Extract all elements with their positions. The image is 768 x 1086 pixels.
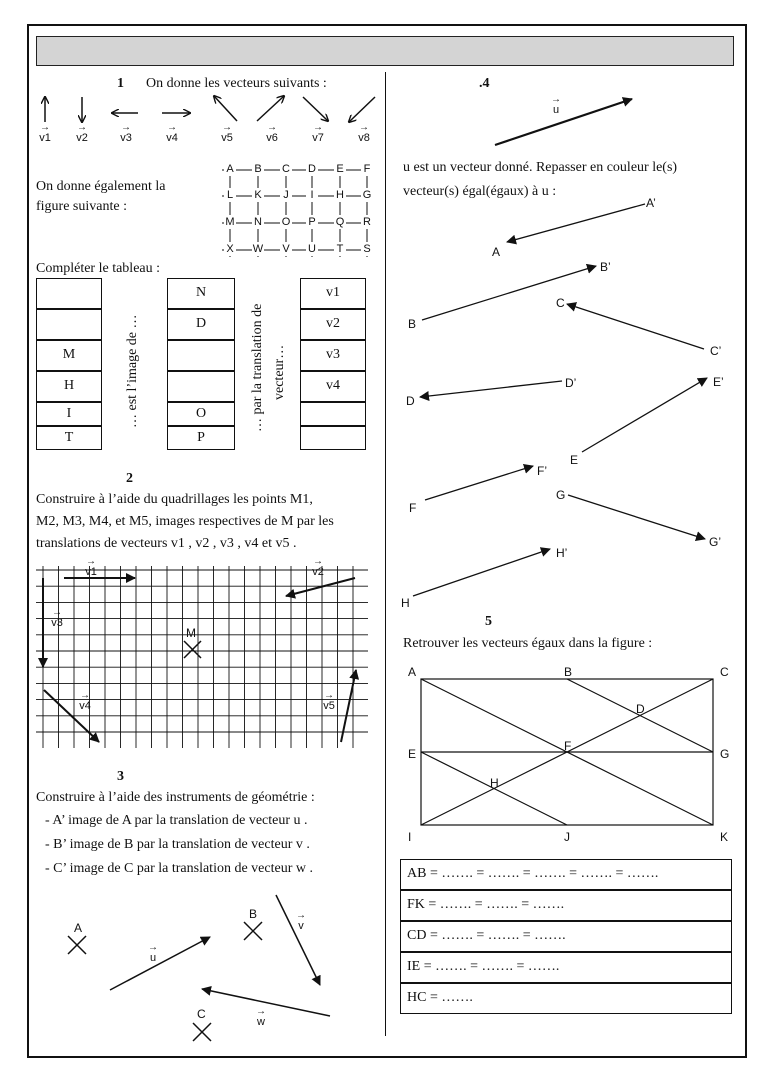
ex2-grid [36, 566, 368, 748]
point-label: E [570, 453, 579, 467]
answer-row[interactable]: CD = ……. = ……. = ……. [400, 921, 732, 952]
label-v3: → v3 [120, 122, 132, 144]
ex1-letter-grid [222, 162, 370, 257]
grid-letter: P [306, 215, 318, 229]
table-cell [167, 426, 235, 450]
point-label: K [720, 830, 729, 844]
table-cell-text: D [195, 316, 207, 331]
table-cell [300, 340, 366, 371]
point-label: A’ [646, 196, 656, 210]
point-label: D [636, 702, 645, 716]
answer-row[interactable]: AB = ……. = ……. = ……. = ……. = ……. [400, 859, 732, 890]
vector-AA [507, 204, 645, 242]
vector-v7 [303, 97, 328, 121]
ex3-number: 3 [117, 769, 124, 784]
vector-v8 [349, 97, 375, 122]
table-cell-text: I [66, 406, 72, 421]
point-label: G’ [709, 535, 721, 549]
ex4-line2: vecteur(s) égal(égaux) à u : [403, 184, 557, 199]
table-cell-text: v4 [326, 378, 340, 393]
point-label: H [490, 776, 499, 790]
label-v2: → v2 [76, 122, 88, 144]
point-M-label: M [186, 626, 196, 640]
vector-v6 [257, 96, 284, 121]
table-cell [36, 371, 102, 402]
point-label: J [564, 830, 570, 844]
ex4-line1: u est un vecteur donné. Repasser en couleur le(s) [403, 160, 678, 175]
grid-letter: C [280, 162, 292, 176]
table-cell [300, 426, 366, 450]
table-cell [300, 278, 366, 309]
point-label: G [720, 747, 730, 761]
table-cell [300, 402, 366, 426]
ex1-number: 1 [117, 76, 124, 91]
ex4-number: .4 [479, 76, 490, 91]
ex3-crosses [68, 922, 262, 1041]
ex1-complete: Compléter le tableau : [36, 261, 161, 276]
table-cell-text: P [197, 430, 205, 445]
table-cell-text: N [195, 285, 207, 300]
table-cell [167, 371, 235, 402]
grid-letter: U [306, 242, 318, 256]
table-cell [167, 402, 235, 426]
point-A-label: A [74, 921, 83, 935]
ex1-rot-text2: … par la translation de [250, 303, 265, 432]
point-B-label: B [249, 907, 258, 921]
grid-letter: M [225, 216, 235, 228]
vector-v5 [341, 670, 356, 742]
table-cell-text: v1 [326, 285, 340, 300]
point-label: A [408, 665, 417, 679]
ex3-label-w: → w [256, 1006, 266, 1028]
label-v4: → v4 [166, 122, 178, 144]
grid-letter: B [252, 162, 264, 176]
ex1-intro: On donne les vecteurs suivants : [146, 76, 327, 91]
table-cell [36, 340, 102, 371]
grid-letter: V [280, 242, 292, 256]
grid-label-v4: → v4 [79, 690, 91, 712]
table-cell-text: H [63, 378, 75, 393]
point-label: D’ [565, 376, 577, 390]
ex5-number: 5 [485, 614, 492, 629]
table-cell [36, 278, 102, 309]
vector-v2 [286, 578, 355, 596]
point-label: I [408, 830, 412, 844]
ex3-item-2: - B’ image de B par la translation de vecteur v . [45, 837, 310, 852]
label-v6: → v6 [266, 122, 278, 144]
table-cell-text: M [62, 347, 76, 362]
vector-DD [420, 381, 562, 397]
ex3-item-1: - A’ image de A par la translation de vecteur u . [45, 813, 308, 828]
grid-letter: S [361, 242, 373, 256]
ex1-fig-intro-1: On donne également la [36, 179, 166, 194]
grid-letter: X [224, 242, 236, 256]
ex3-intro: Construire à l’aide des instruments de géométrie : [36, 790, 315, 805]
ex3-label-u: → u [148, 942, 158, 964]
table-cell [167, 309, 235, 340]
grid-letter: D [306, 162, 318, 176]
grid-letter: T [334, 242, 346, 256]
vector-GG [568, 495, 705, 539]
point-label: C [720, 665, 729, 679]
point-C-label: C [197, 1007, 206, 1021]
grid-label-v3: → v3 [51, 607, 63, 629]
grid-letter: I [306, 188, 318, 202]
label-v1: → v1 [39, 122, 51, 144]
grid-letter: R [361, 215, 373, 229]
point-label: C [556, 296, 565, 310]
ex2-line3: translations de vecteurs v1 , v2 , v3 , v4 et v5 . [36, 536, 297, 551]
table-cell [36, 402, 102, 426]
ex2-number: 2 [126, 471, 133, 486]
grid-letter: N [252, 215, 264, 229]
point-label: B [564, 665, 573, 679]
point-label: C’ [710, 344, 722, 358]
grid-letter: G [362, 189, 372, 201]
point-label: F [564, 739, 572, 753]
vector-CC [567, 304, 704, 349]
ex3-item-3: - C’ image de C par la translation de vecteur w . [45, 861, 313, 876]
answer-row[interactable]: FK = ……. = ……. = ……. [400, 890, 732, 921]
ex1-vectors [45, 96, 375, 122]
point-label: E’ [713, 375, 724, 389]
table-cell [167, 278, 235, 309]
grid-letter: L [224, 188, 236, 202]
point-label: E [408, 747, 417, 761]
table-cell-text: O [195, 406, 207, 421]
point-label: H [401, 596, 410, 610]
vector-v [276, 895, 320, 985]
ex1-fig-intro-2: figure suivante : [36, 199, 127, 214]
grid-letter: F [361, 162, 373, 176]
grid-letter: E [334, 162, 346, 176]
answer-row[interactable]: IE = ……. = ……. = ……. [400, 952, 732, 983]
grid-letter: W [252, 243, 264, 255]
ex2-line1: Construire à l’aide du quadrillages les points M1, [36, 492, 313, 507]
table-cell-text: v3 [326, 347, 340, 362]
point-label: A [492, 245, 501, 259]
label-v7: → v7 [312, 122, 324, 144]
grid-letter: H [334, 188, 346, 202]
label-v8: → v8 [358, 122, 370, 144]
table-cell-text: T [64, 430, 74, 445]
grid-label-v2: → v2 [312, 556, 324, 578]
table-cell [36, 426, 102, 450]
grid-letter: Q [335, 216, 345, 228]
grid-letter: A [224, 162, 236, 176]
grid-letter: O [281, 216, 291, 228]
point-label: D [406, 394, 415, 408]
table-cell [167, 340, 235, 371]
ex5-intro: Retrouver les vecteurs égaux dans la figure : [403, 636, 653, 651]
table-cell-text: v2 [326, 316, 340, 331]
vector-BB [422, 266, 596, 320]
ex4-label-u: → u [551, 94, 561, 116]
vector-HH [413, 549, 550, 596]
ex1-rot-text1: … est l’image de … [125, 314, 140, 428]
grid-letter: K [252, 188, 264, 202]
ex1-rot-text3: vecteur… [272, 344, 287, 400]
point-label: H’ [556, 546, 568, 560]
grid-letter: J [280, 188, 292, 202]
point-label: F’ [537, 464, 547, 478]
vector-v5 [214, 96, 237, 121]
vector-EE [582, 378, 707, 452]
table-cell [36, 309, 102, 340]
point-label: F [409, 501, 417, 515]
ex3-label-v: → v [296, 910, 306, 932]
point-label: B’ [600, 260, 611, 274]
label-v5: → v5 [221, 122, 233, 144]
table-cell [300, 309, 366, 340]
point-label: G [556, 488, 566, 502]
answer-row[interactable]: HC = ……. [400, 983, 732, 1014]
table-cell [300, 371, 366, 402]
point-label: B [408, 317, 417, 331]
ex2-line2: M2, M3, M4, et M5, images respectives de M par les [36, 514, 334, 529]
grid-label-v1: → v1 [85, 556, 97, 578]
grid-label-v5: → v5 [323, 690, 335, 712]
vector-FF [425, 466, 533, 500]
